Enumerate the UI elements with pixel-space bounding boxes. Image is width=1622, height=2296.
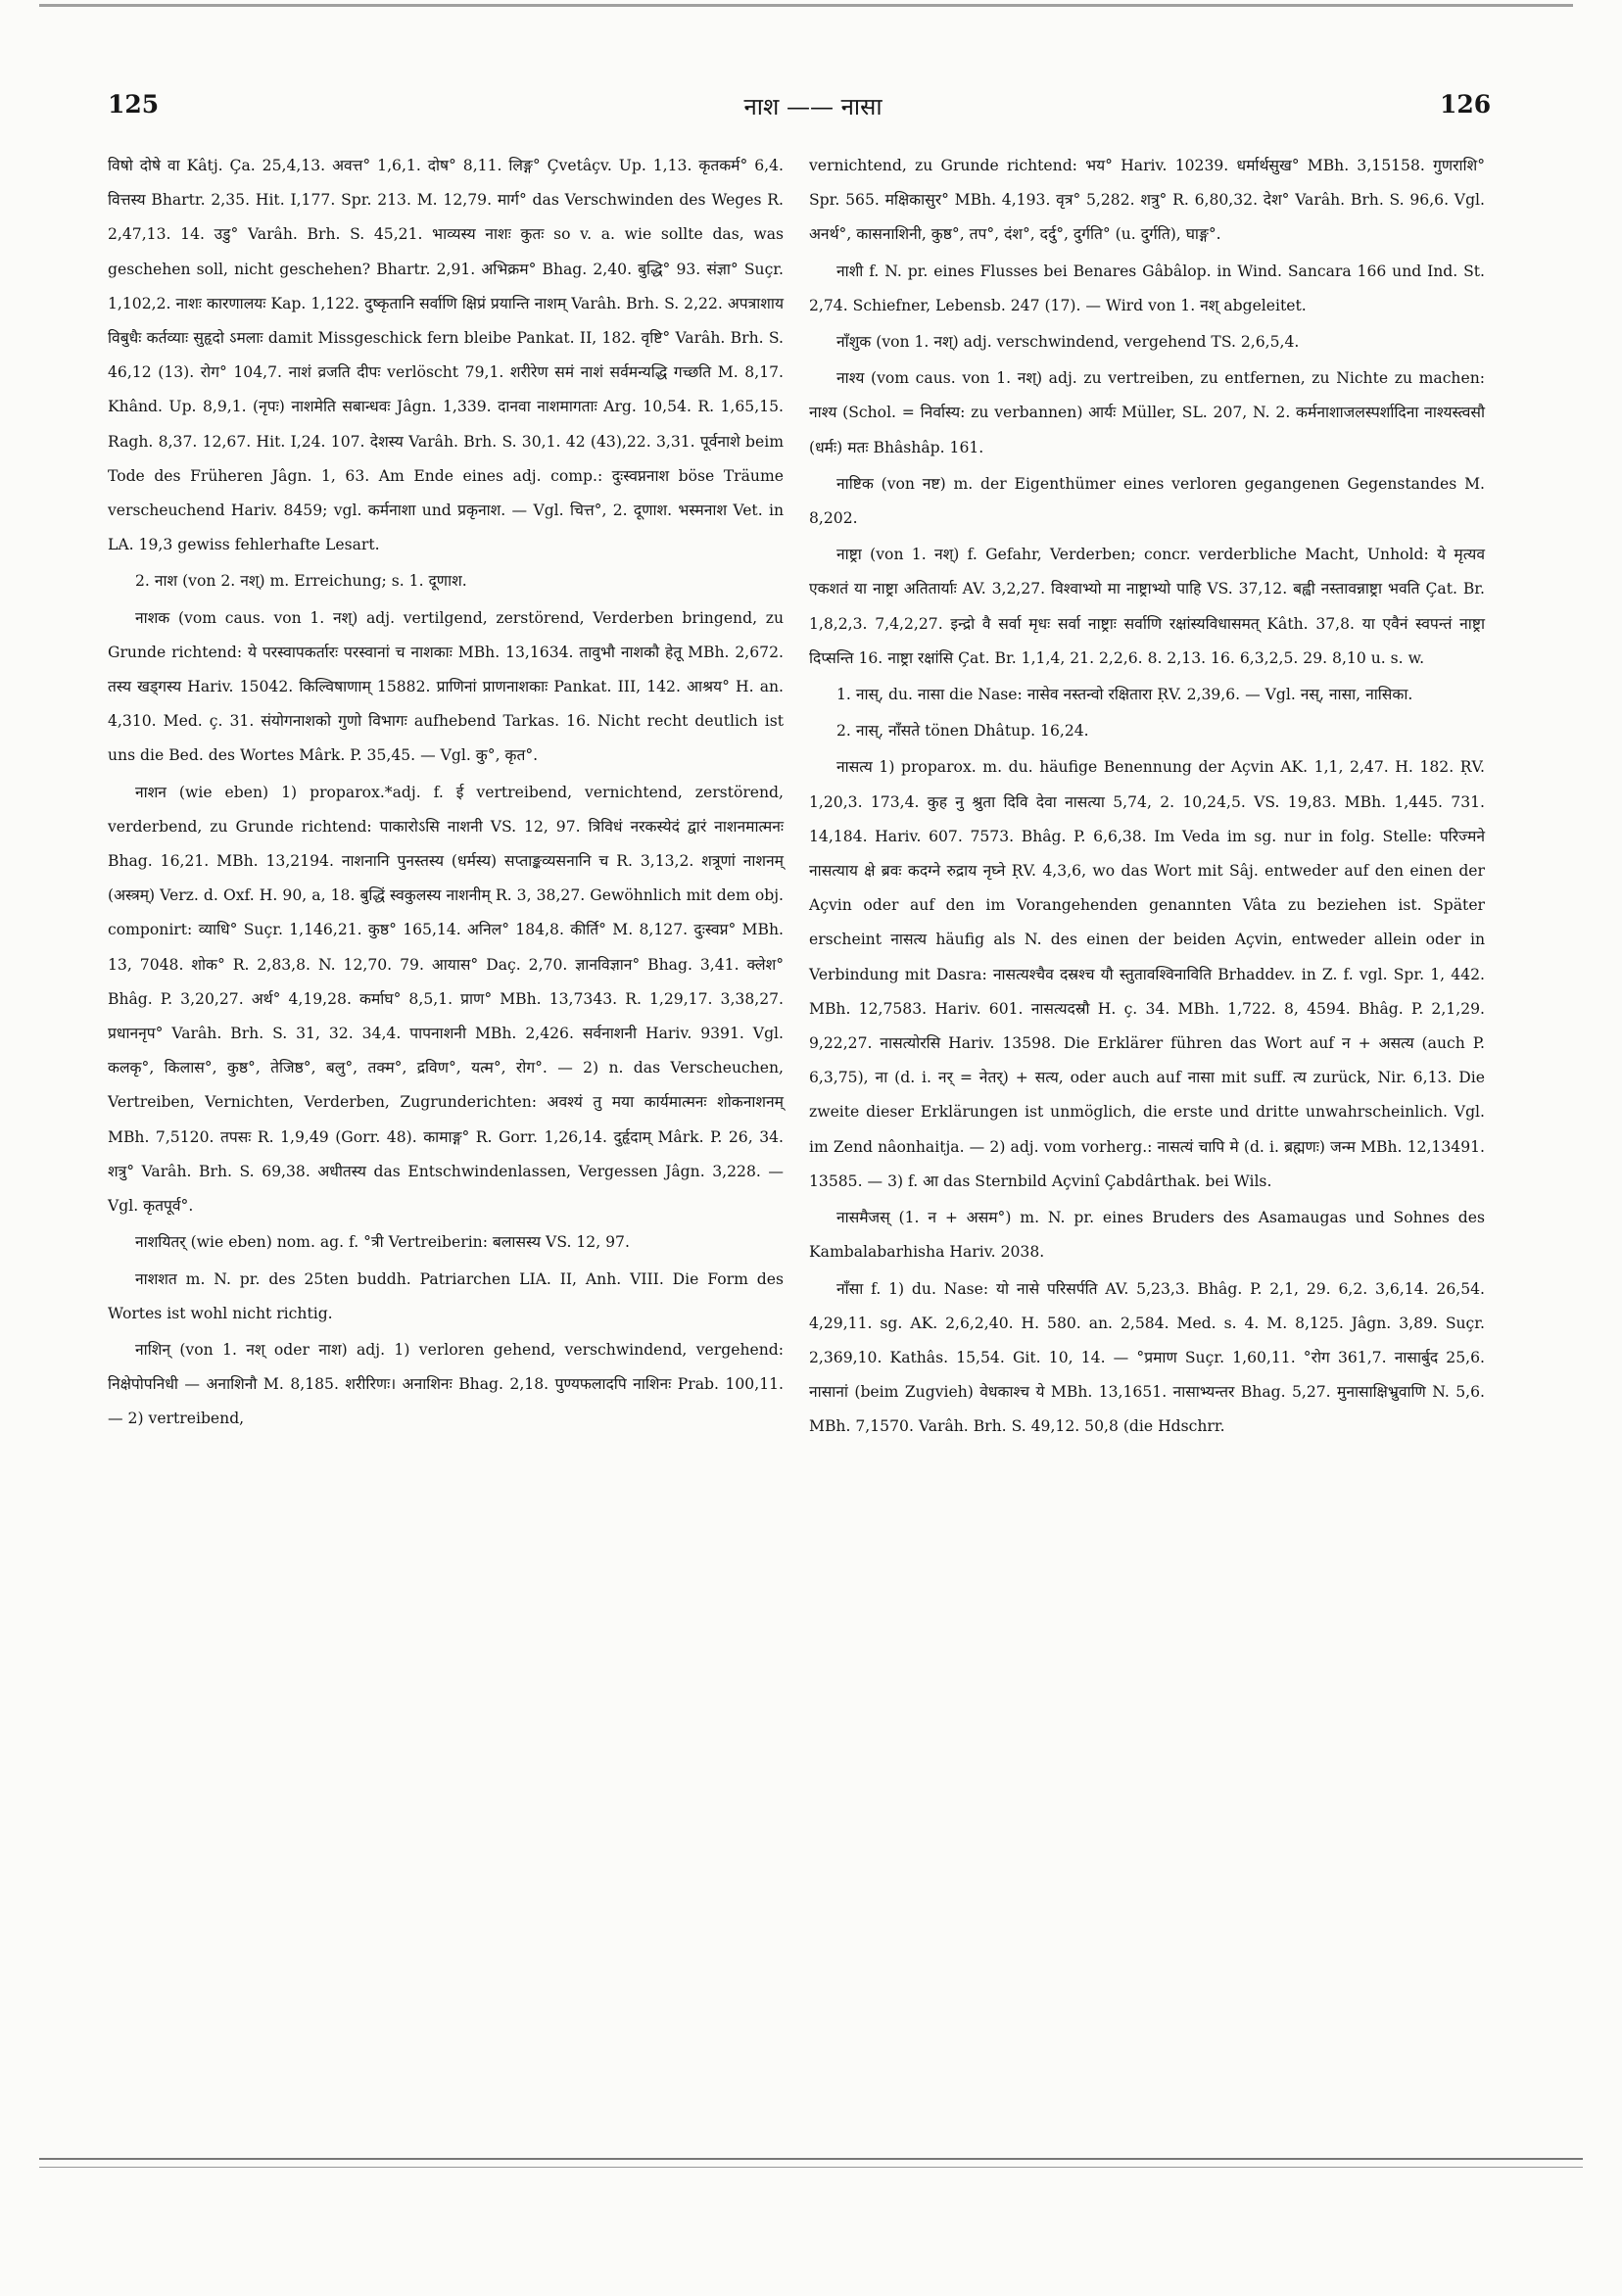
dictionary-entry: 1. नास्, du. नासा die Nase: नासेव नस्तन्वो रक्षितारा ṚV. 2,39,6. — Vgl. नस्, नासा, नासिका.	[836, 686, 1413, 704]
dictionary-entry: 2. नास्, नाँसते tönen Dhâtup. 16,24.	[836, 722, 1089, 741]
running-head-title: नाश —— नासा	[743, 93, 883, 120]
dictionary-entry: नाशशत m. N. pr. des 25ten buddh. Patriarchen LIA. II, Anh. VIII. Die Form des Wortes ist wohl nicht richtig.	[108, 1269, 784, 1322]
bottom-border-rule	[39, 2158, 1583, 2160]
dictionary-entry: विषो दोषे वा Kâtj. Ça. 25,4,13. अवत्त° 1,6,1. दोष° 8,11. लिङ्ग° Çvetâçv. Up. 1,13. कृतकर्म° 6,4. वित्तस्य Bhartr. 2,35. Hit. I,177. Spr. 213. M. 12,79. मार्ग° das Verschwinden des Weges R. 2,47,13. 14. उडु° Varâh. Brh. S. 45,21. भाव्यस्य नाशः कुतः so v. a. wie sollte das, was geschehen soll, nicht geschehen? Bhartr. 2,91. अभिक्रम° Bhag. 2,40. बुद्धि° 93. संज्ञा° Suçr. 1,102,2. नाशः कारणालयः Kap. 1,122. दुष्कृतानि सर्वाणि क्षिप्रं प्रयान्ति नाशम् Varâh. Brh. S. 2,22. अपत्राशाय विबुधैः कर्तव्याः सुहृदो ऽमलाः damit Missgeschick fern bleibe Pankat. II, 182. वृष्टि° Varâh. Brh. S. 46,12 (13). रोग° 104,7. नाशं व्रजति दीपः verlöscht 79,1. शरीरेण समं नाशं सर्वमन्यद्धि गच्छति M. 8,17. Khând. Up. 8,9,1. (नृपः) नाशमेति सबान्धवः Jâgn. 1,339. दानवा नाशमागताः Arg. 10,54. R. 1,65,15. Ragh. 8,37. 12,67. Hit. I,24. 107. देशस्य Varâh. Brh. S. 30,1. 42 (43),22. 3,31. पूर्वनाशे beim Tode des Früheren Jâgn. 1, 63. Am Ende eines adj. comp.: दुःस्वप्ननाश böse Träume verscheuchend Hariv. 8459; vgl. कर्मनाशा und प्रकृनाश. — Vgl. चित्त°, 2. दूणाश. भस्मनाश Vet. in LA. 19,3 gewiss fehlerhafte Lesart.	[108, 157, 784, 554]
dictionary-entry: नासमैजस् (1. न + असम°) m. N. pr. eines Bruders des Asamaugas und Sohnes des Kambalabarhisha Hariv. 2038.	[809, 1209, 1485, 1262]
page-header	[0, 90, 1622, 129]
page-number-right: 126	[1440, 90, 1492, 119]
left-column	[108, 149, 784, 1439]
dictionary-entry: नाँशुक (von 1. नश्) adj. verschwindend, vergehend TS. 2,6,5,4.	[836, 333, 1300, 352]
top-border-rule	[39, 4, 1573, 7]
right-column	[809, 149, 1485, 1447]
dictionary-entry: नाशन (wie eben) 1) proparox.*adj. f. ई vertreibend, vernichtend, zerstörend, verderbend, zu Grunde richtend: पाकारोऽसि नाशनी VS. 12, 97. त्रिविधं नरकस्येदं द्वारं नाशनमात्मनः Bhag. 16,21. MBh. 13,2194. नाशनानि पुनस्तस्य (धर्मस्य) सप्ताङ्कव्यसनानि च R. 3,13,2. शत्रूणां नाशनम् (अस्त्रम्) Verz. d. Oxf. H. 90, a, 18. बुद्धिं स्वकुलस्य नाशनीम् R. 3, 38,27. Gewöhnlich mit dem obj. componirt: व्याधि° Suçr. 1,146,21. कुष्ठ° 165,14. अनिल° 184,8. कीर्ति° M. 8,127. दुःस्वप्न° MBh. 13, 7048. शोक° R. 2,83,8. N. 12,70. 79. आयास° Daç. 2,70. ज्ञानविज्ञान° Bhag. 3,41. क्लेश° Bhâg. P. 3,20,27. अर्थ° 4,19,28. कर्माघ° 8,5,1. प्राण° MBh. 13,7343. R. 1,29,17. 3,38,27. प्रधाननृप° Varâh. Brh. S. 31, 32. 34,4. पापनाशनी MBh. 2,426. सर्वनाशनी Hariv. 9391. Vgl. कलकृ°, किलास°, कुष्ठ°, तेजिष्ठ°, बलु°, तक्म°, द्रविण°, यत्म°, रोग°. — 2) n. das Verscheuchen, Vertreiben, Vernichten, Verderben, Zugrunderichten: अवश्यं तु मया कार्यमात्मनः शोकनाशनम् MBh. 7,5120. तपसः R. 1,9,49 (Gorr. 48). कामाङ्ग° R. Gorr. 1,26,14. दुर्हृदाम् Mârk. P. 26, 34. शत्रु° Varâh. Brh. S. 69,38. अधीतस्य das Entschwindenlassen, Vergessen Jâgn. 3,228. — Vgl. कृतपूर्व°.	[108, 783, 784, 1216]
bottom-border-rule-thin	[39, 2167, 1583, 2168]
dictionary-entry: नाशी f. N. pr. eines Flusses bei Benares Gâbâlop. in Wind. Sancara 166 und Ind. St. 2,74. Schiefner, Lebensb. 247 (17). — Wird von 1. नश् abgeleitet.	[809, 262, 1485, 314]
dictionary-entry: नाष्टिक (von नष्ट) m. der Eigenthümer eines verloren gegangenen Gegenstandes M. 8,202.	[809, 474, 1485, 528]
dictionary-entry: नाशयितर् (wie eben) nom. ag. f. °त्री Vertreiberin: बलासस्य VS. 12, 97.	[135, 1233, 630, 1252]
dictionary-entry: vernichtend, zu Grunde richtend: भय° Hariv. 10239. धर्मार्थसुख° MBh. 3,15158. गुणराशि° Spr. 565. मक्षिकासुर° MBh. 4,193. वृत्र° 5,282. शत्रु° R. 6,80,32. देश° Varâh. Brh. S. 96,6. Vgl. अनर्थ°, कासनाशिनी, कुष्ठ°, तप°, दंश°, दर्दु°, दुर्गति° (u. दुर्गति), घाङ्ग°.	[809, 157, 1485, 244]
dictionary-entry: नाशक (vom caus. von 1. नश्) adj. vertilgend, zerstörend, Verderben bringend, zu Grunde richtend: ये परस्वापकर्तारः परस्वानां च नाशकाः MBh. 13,1634. तावुभौ नाशकौ हेतू MBh. 2,672. तस्य खड्गस्य Hariv. 15042. किल्विषाणाम् 15882. प्राणिनां प्राणनाशकाः Pankat. III, 142. आश्रय° H. an. 4,310. Med. ç. 31. संयोगनाशको गुणो विभागः aufhebend Tarkas. 16. Nicht recht deutlich ist uns die Bed. des Wortes Mârk. P. 35,45. — Vgl. कु°, कृत°.	[108, 608, 784, 765]
dictionary-entry: नाष्ट्रा (von 1. नश्) f. Gefahr, Verderben; concr. verderbliche Macht, Unhold: ये मृत्यव एकशतं या नाष्ट्रा अतितार्याः AV. 3,2,27. विश्वाभ्यो मा नाष्ट्राभ्यो पाहि VS. 37,12. बह्वी नस्तावन्नाष्ट्रा भवति Çat. Br. 1,8,2,3. 7,4,2,27. इन्द्रो वै सर्वा मृधः सर्वा नाष्ट्राः सर्वाणि रक्षांस्यविधासमत् Kâth. 37,8. या एवैनं स्वपन्तं नाष्ट्रा दिप्सन्ति 16. नाष्ट्रा रक्षांसि Çat. Br. 1,1,4, 21. 2,2,6. 8. 2,13. 16. 6,3,2,5. 29. 8,10 u. s. w.	[809, 546, 1485, 667]
page-number-left: 125	[108, 90, 160, 119]
dictionary-entry: नाशिन् (von 1. नश् oder नाश) adj. 1) verloren gehend, verschwindend, vergehend: निक्षेपोपनिधी — अनाशिनौ M. 8,185. शरीरिणः। अनाशिनः Bhag. 2,18. पुण्यफलादपि नाशिनः Prab. 100,11. — 2) vertreibend,	[108, 1340, 784, 1428]
dictionary-entry: नाश्य (vom caus. von 1. नश्) adj. zu vertreiben, zu entfernen, zu Nichte zu machen: नाश्य (Schol. = निर्वास्य: zu verbannen) आर्यः Müller, SL. 207, N. 2. कर्मनाशाजलस्पर्शादिना नाश्यस्त्वसौ (धर्मः) मतः Bhâshâp. 161.	[809, 369, 1485, 456]
dictionary-entry: नाँसा f. 1) du. Nase: यो नासे परिसर्पति AV. 5,23,3. Bhâg. P. 2,1, 29. 6,2. 3,6,14. 26,54. 4,29,11. sg. AK. 2,6,2,40. H. 580. an. 2,584. Med. s. 4. M. 8,125. Jâgn. 3,89. Suçr. 2,369,10. Kathâs. 15,54. Git. 10, 14. — °प्रमाण Suçr. 1,60,11. °रोग 361,7. नासार्बुद 25,6. नासानां (beim Zugvieh) वेधकाश्च ये MBh. 13,1651. नासाभ्यन्तर Bhag. 5,27. मुनासाक्षिभ्रुवाणि N. 5,6. MBh. 7,1570. Varâh. Brh. S. 49,12. 50,8 (die Hdschrr.	[809, 1279, 1485, 1436]
dictionary-entry: नासत्य 1) proparox. m. du. häufige Benennung der Açvin AK. 1,1, 2,47. H. 182. ṚV. 1,20,3. 173,4. कुह नु श्रुता दिवि देवा नासत्या 5,74, 2. 10,24,5. VS. 19,83. MBh. 1,445. 731. 14,184. Hariv. 607. 7573. Bhâg. P. 6,6,38. Im Veda im sg. nur in folg. Stelle: परिज्मने नासत्याय क्षे ब्रवः कदग्ने रुद्राय नृघ्ने ṚV. 4,3,6, wo das Wort mit Sâj. entweder auf den einen der Açvin oder auf den im Vorangehenden genannten Vâta zu beziehen ist. Später erscheint नासत्य häufig als N. des einen der beiden Açvin, entweder allein oder in Verbindung mit Dasra: नासत्यश्चैव दस्रश्च यौ स्तुतावश्विनाविति Brhaddev. in Z. f. vgl. Spr. 1, 442. MBh. 12,7583. Hariv. 601. नासत्यदस्रौ H. ç. 34. MBh. 1,722. 8, 4594. Bhâg. P. 2,1,29. 9,22,27. नासत्योरसि Hariv. 13598. Die Erklärer führen das Wort auf न + असत्य (auch P. 6,3,75), ना (d. i. नर् = नेतर्) + सत्य, oder auch auf नासा mit suff. त्य zurück, Nir. 6,13. Die zweite dieser Erklärungen ist unmöglich, die erste und dritte unwahrscheinlich. Vgl. im Zend nâonhaitja. — 2) adj. vom vorherg.: नासत्यं चापि मे (d. i. ब्रह्मणः) जन्म MBh. 12,13491. 13585. — 3) f. आ das Sternbild Açvinî Çabdârthak. bei Wils.	[809, 758, 1485, 1190]
dictionary-entry: 2. नाश (von 2. नश्) m. Erreichung; s. 1. दूणाश.	[135, 572, 467, 591]
